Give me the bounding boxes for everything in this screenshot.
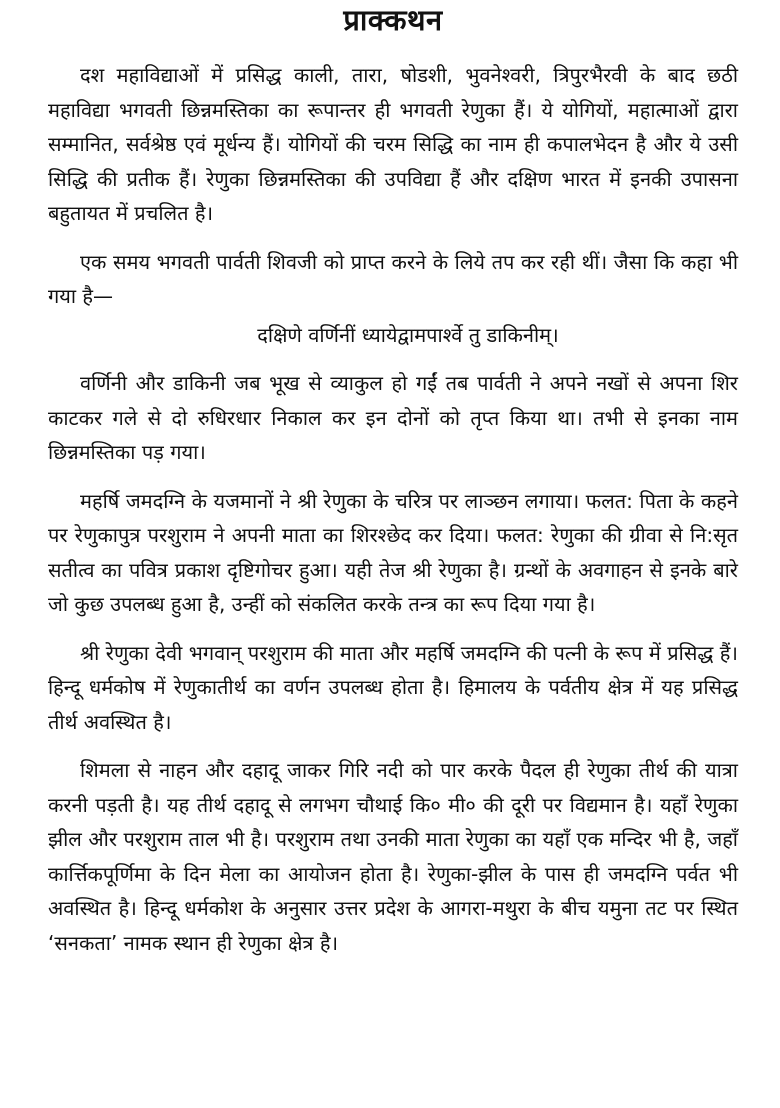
verse-quote: दक्षिणे वर्णिनीं ध्यायेद्वामपार्श्वे तु डाकिनीम्। [257, 322, 559, 347]
paragraph-5: श्री रेणुका देवी भगवान् परशुराम की माता और महर्षि जमदग्नि की पत्नी के रूप में प्रसिद्ध हैं। हिन्दू धर्मकोष में रेणुकातीर्थ का वर्णन उपलब्ध होता है। हिमालय के पर्वतीय क्षेत्र में यह प्रसिद्ध तीर्थ अवस्थित है। [48, 640, 738, 734]
paragraph-1: दश महाविद्याओं में प्रसिद्ध काली, तारा, षोडशी, भुवनेश्वरी, त्रिपुरभैरवी के बाद छठी महाविद्या भगवती छिन्नमस्तिका का रूपान्तर ही भगवती रेणुका हैं। ये योगियों, महात्माओं द्वारा सम्मानित, सर्वश्रेष्ठ एवं मूर्धन्य हैं। योगियों की चरम सिद्धि का नाम ही कपालभेदन है और ये उसी सिद्धि की प्रतीक हैं। रेणुका छिन्नमस्तिका की उपविद्या हैं और दक्षिण भारत में इनकी उपासना बहुतायत में प्रचलित है। [48, 63, 738, 225]
document-page [48, 0, 738, 974]
page-title: प्राक्कथन [343, 3, 443, 37]
paragraph-4: महर्षि जमदग्नि के यजमानों ने श्री रेणुका के चरित्र पर लाञ्छन लगाया। फलत: पिता के कहने पर रेणुकापुत्र परशुराम ने अपनी माता का शिरश्छेद कर दिया। फलत: रेणुका की ग्रीवा से नि:सृत सतीत्व का पवित्र प्रकाश दृष्टिगोचर हुआ। यही तेज श्री रेणुका है। ग्रन्थों के अवगाहन से इनके बारे जो कुछ उपलब्ध हुआ है, उन्हीं को संकलित करके तन्त्र का रूप दिया गया है। [48, 488, 738, 616]
paragraph-3: वर्णिनी और डाकिनी जब भूख से व्याकुल हो गईं तब पार्वती ने अपने नखों से अपना शिर काटकर गले से दो रुधिरधार निकाल कर इन दोनों को तृप्त किया था। तभी से इनका नाम छिन्नमस्तिका पड़ गया। [48, 371, 738, 464]
paragraph-6: शिमला से नाहन और दहादू जाकर गिरि नदी को पार करके पैदल ही रेणुका तीर्थ की यात्रा करनी पड़ती है। यह तीर्थ दहादू से लगभग चौथाई कि० मी० की दूरी पर विद्यमान है। यहाँ रेणुका झील और परशुराम ताल भी है। परशुराम तथा उनकी माता रेणुका का यहाँ एक मन्दिर भी है, जहाँ कार्त्तिकपूर्णिमा के दिन मेला का आयोजन होता है। रेणुका-झील के पास ही जमदग्नि पर्वत भी अवस्थित है। हिन्दू धर्मकोश के अनुसार उत्तर प्रदेश के आगरा-मथुरा के बीच यमुना तट पर स्थित ‘सनकता’ नामक स्थान ही रेणुका क्षेत्र है। [48, 758, 738, 955]
paragraph-2: एक समय भगवती पार्वती शिवजी को प्राप्त करने के लिये तप कर रही थीं। जैसा कि कहा भी गया है— [48, 249, 738, 308]
